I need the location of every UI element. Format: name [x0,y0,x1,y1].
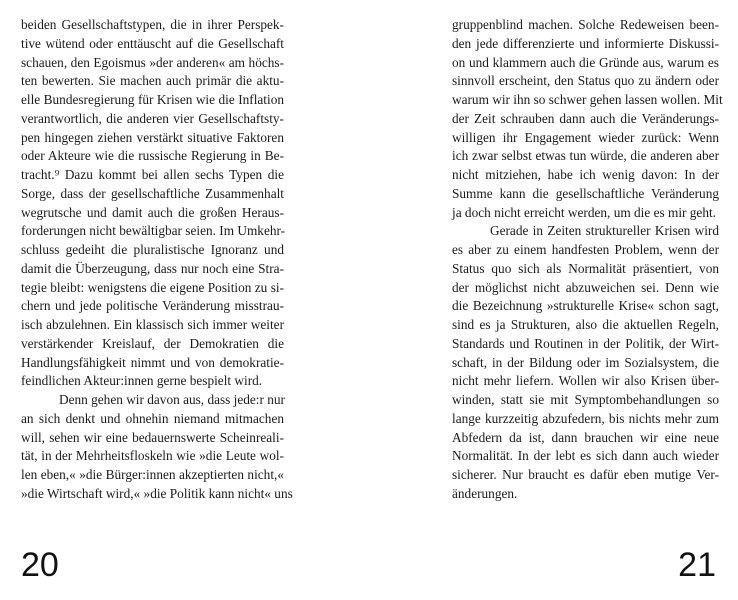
text-line: will, sehen wir eine bedauernswerte Scheinreali- [21,429,284,445]
text-line: sinnvoll erscheint, den Status quo zu ändern oder [452,73,719,89]
text-line: Denn gehen wir davon aus, dass jede:r nur [59,392,285,407]
text-line: chern und jede politische Veränderung misstrau- [21,298,284,314]
text-line: schluss gedeiht die pluralistische Ignoranz und [21,242,284,257]
text-line: die Bezeichnung »strukturelle Krise« schon sagt, [452,298,719,314]
text-line: Status quo sich als Normalität präsentiert, von [452,260,719,276]
left-page-text [21,16,293,504]
text-line: Sorge, dass der gesellschaftliche Zusammenhalt [21,185,284,201]
text-line: pen hingegen ziehen verstärkt situative Faktoren [21,129,284,145]
text-line: forderungen nicht bewältigbar seien. Im Umkehr- [21,223,286,239]
text-line: an sich denkt und ohnehin niemand mitmachen [21,410,284,426]
text-line: sicherer. Nur braucht es dafür eben mutige Ver- [452,467,719,482]
text-line: den jede differenzierte und informierte Diskussi- [452,35,719,51]
text-line: Handlungsfähigkeit nimmt und von demokratie- [21,354,284,370]
text-line: nicht mitziehen, habe ich wenig davon: In der [452,167,719,182]
text-line: ja doch nicht erreicht werden, um die es mir geht. [452,204,716,220]
text-line: Summe kann die gesellschaftliche Veränderung [452,185,719,201]
text-line: nicht mehr liefern. Wollen wir also Krisen über- [452,373,719,389]
text-line: damit die Überzeugung, dass nur noch eine Stra- [21,260,284,276]
page-number-left: 20 [21,546,59,584]
text-line: tät, in der Mehrheitsfloskeln wie »die Leute wol- [21,448,284,464]
text-line: tegie bleibt: wenigstens die eigene Position zu si- [21,279,284,295]
text-line: es aber zu einem handfesten Problem, wenn der [452,242,719,257]
text-line: verstärkender Kreislauf, der Demokratien die [21,335,284,351]
text-line: feindlichen Akteur:innen gerne bespielt wird. [21,373,263,389]
text-line: elle Bundesregierung für Krisen wie die Inflation [21,92,284,107]
page-number-right: 21 [678,546,716,584]
text-line: ten bewerten. Sie machen auch primär die aktu- [21,73,284,89]
text-line: schauen, den Egoismus »der anderen« am höchs- [21,54,284,70]
text-line: beiden Gesellschaftstypen, die in ihrer Perspek- [21,17,284,32]
text-line: len eben,« »die Bürger:innen akzeptierten nicht,« [21,467,284,482]
text-line: oder Akteure wie die russische Regierung in Be- [21,148,284,164]
text-line: winden, statt sie mit Symptombehandlungen so [452,392,719,407]
text-line: ich zwar selbst etwas tun würde, die anderen aber [452,148,719,164]
text-line: tive wütend oder enttäuscht auf die Gesellschaft [21,35,284,51]
text-line: sind es ja Strukturen, also die aktuellen Regeln, [452,317,719,332]
text-line: schaft, in der Bildung oder im Sozialsystem, die [452,354,719,370]
text-line: Standards und Routinen in der Politik, der Wirt- [452,335,719,351]
text-line: tracht.⁹ Dazu kommt bei allen sechs Typen die [21,167,284,182]
text-line: on und klammern auch die Gründe aus, warum es [452,54,719,70]
text-line: änderungen. [452,485,518,501]
text-line: »die Wirtschaft wird,« »die Politik kann nicht« uns [21,485,293,501]
text-line: Normalität. In der lebt es sich dann auch wieder [452,448,719,464]
right-page-text [452,16,723,504]
text-line: verantwortlich, die anderen vier Gesellschaftsty- [21,110,284,126]
text-line: willigen ihr Engagement wieder zurück: Wenn [452,129,719,145]
text-line: Gerade in Zeiten struktureller Krisen wird [490,223,719,239]
text-line: lange kurzzeitig abzufedern, bis nichts mehr zum [452,410,719,426]
text-line: wegrutsche und damit auch die großen Heraus- [21,204,284,220]
text-line: gruppenblind machen. Solche Redeweisen been- [452,17,719,32]
text-line: isch abzulehnen. Ein klassisch sich immer weiter [21,317,284,332]
text-line: der Zeit schrauben dann auch die Veränderungs- [452,110,719,126]
text-line: Abfedern da ist, dann brauchen wir eine neue [452,429,719,445]
text-line: der möglichst nicht abzuweichen sei. Denn wie [452,279,719,295]
text-line: warum wir ihn so schwer gehen lassen wollen. Mit [452,92,723,107]
